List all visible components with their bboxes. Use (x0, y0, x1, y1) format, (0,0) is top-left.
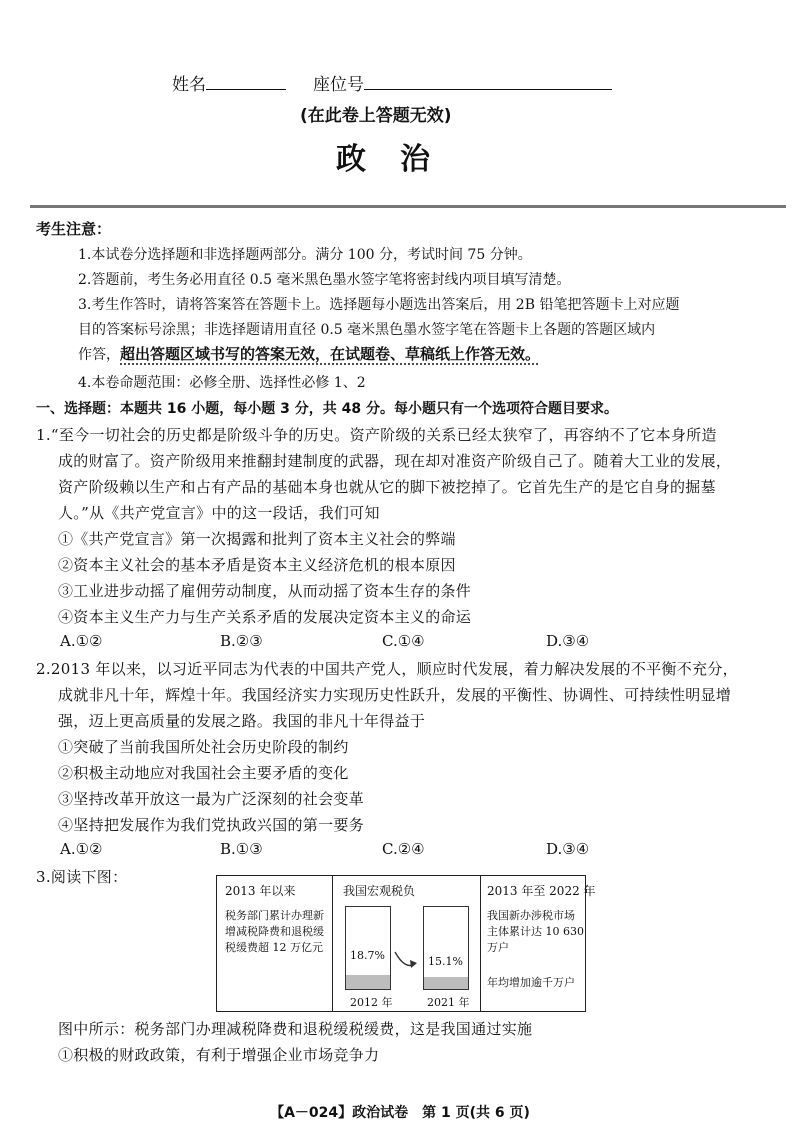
note-item-3-line-3 (78, 343, 540, 364)
figure-panel-3-text-2: 主体累计达 10 630 (487, 925, 584, 938)
q2-option-a[interactable]: A.①② (60, 840, 103, 858)
invalid-notice: (在此卷上答题无效) (300, 106, 452, 126)
seat-blank (364, 75, 612, 90)
q2-statement-1: ①突破了当前我国所处社会历史阶段的制约 (58, 738, 349, 756)
page-title: 政 治 (336, 142, 432, 177)
q1-option-b[interactable]: B.②③ (220, 632, 263, 650)
notes-title: 考生注意： (36, 220, 112, 238)
bar-2021-year: 2021 年 (427, 996, 470, 1009)
q1-line-3: 资产阶级赖以生产和占有产品的基础本身也就从它的脚下被挖掉了。它首先生产的是它自身的掘墓 (58, 478, 716, 496)
note-item-3-line-2: 目的答案标号涂黑；非选择题请用直径 0.5 毫米黑色墨水签字笔在答题卡上各题的答题区域内 (78, 322, 656, 338)
bar-2021 (423, 906, 469, 990)
header-divider (30, 205, 786, 208)
page-footer: 【A－024】政治试卷 第 1 页(共 6 页) (270, 1105, 530, 1121)
panel-divider-2 (480, 876, 481, 1011)
q1-line-1: 1.“至今一切社会的历史都是阶级斗争的历史。资产阶级的关系已经太狭窄了，再容纳不了它本身所造 (36, 426, 717, 444)
q1-line-2: 成的财富了。资产阶级用来推翻封建制度的武器，现在却对准资产阶级自己了。随着大工业的发展， (58, 452, 732, 470)
figure-panel-1-text-2: 增减税降费和退税缓 (225, 925, 324, 938)
q1-statement-4: ④资本主义生产力与生产关系矛盾的发展决定资本主义的命运 (58, 608, 472, 626)
q1-statement-2: ②资本主义社会的基本矛盾是资本主义经济危机的根本原因 (58, 556, 456, 574)
q2-statement-4: ④坚持把发展作为我们党执政兴国的第一要务 (58, 816, 365, 834)
note-item-2: 2.答题前，考生务必用直径 0.5 毫米黑色墨水签字笔将密封线内项目填写清楚。 (78, 272, 571, 288)
name-field (172, 70, 286, 95)
figure-panel-1-text-3: 税缓费超 12 万亿元 (225, 941, 323, 954)
q1-option-d[interactable]: D.③④ (546, 632, 590, 650)
section-heading: 一、选择题：本题共 16 小题，每小题 3 分，共 48 分。每小题只有一个选项符合题目要求。 (36, 401, 618, 417)
figure-panel-3-text-3: 万户 (487, 941, 509, 954)
q3-after-figure: 图中所示：税务部门办理减税降费和退税缓税缓费，这是我国通过实施 (58, 1020, 533, 1038)
q2-line-3: 强，迈上更高质量的发展之路。我国的非凡十年得益于 (58, 712, 426, 730)
note-item-4: 4.本卷命题范围：必修全册、选择性必修 1、2 (78, 375, 366, 391)
panel-divider-1 (332, 876, 333, 1011)
figure-panel-3-text-4: 年均增加逾千万户 (487, 976, 575, 989)
bar-2021-value: 15.1% (428, 955, 463, 968)
q3-line-1: 3.阅读下图： (36, 868, 128, 886)
note-item-3-emphasis: 超出答题区域书写的答案无效，在试题卷、草稿纸上作答无效。 (120, 345, 541, 363)
q1-statement-3: ③工业进步动摇了雇佣劳动制度，从而动摇了资本生存的条件 (58, 582, 472, 600)
bar-2012-value: 18.7% (350, 949, 385, 962)
figure-panel-1-text-1: 税务部门累计办理新 (225, 909, 324, 922)
figure-panel-2-title: 我国宏观税负 (343, 884, 416, 898)
q2-option-d[interactable]: D.③④ (546, 840, 590, 858)
q1-statement-1: ①《共产党宣言》第一次揭露和批判了资本主义社会的弊端 (58, 530, 456, 548)
q2-option-c[interactable]: C.②④ (382, 840, 425, 858)
figure-panel-3-title: 2013 年至 2022 年 (487, 884, 596, 898)
figure-panel-1-text (225, 908, 324, 956)
q2-statement-2: ②积极主动地应对我国社会主要矛盾的变化 (58, 764, 349, 782)
figure-panel-3-text-1: 我国新办涉税市场 (487, 909, 575, 922)
q1-option-c[interactable]: C.①④ (382, 632, 425, 650)
bar-2012-fill (346, 975, 390, 989)
bar-2021-fill (424, 977, 468, 989)
note-item-3-line-1: 3.考生作答时，请将答案答在答题卡上。选择题每小题选出答案后，用 2B 铅笔把答题卡上对应题 (78, 297, 680, 313)
seat-label: 座位号 (313, 75, 364, 95)
q2-line-2: 成就非凡十年，辉煌十年。我国经济实力实现历史性跃升，发展的平衡性、协调性、可持续性明显增 (58, 686, 732, 704)
q3-figure (216, 875, 596, 1012)
note-item-1: 1.本试卷分选择题和非选择题两部分。满分 100 分，考试时间 75 分钟。 (78, 247, 532, 263)
q1-option-a[interactable]: A.①② (60, 632, 103, 650)
q2-option-b[interactable]: B.①③ (220, 840, 263, 858)
name-label: 姓名 (172, 75, 206, 95)
note-item-3-prefix: 作答， (78, 347, 120, 363)
figure-panel-3-text (487, 908, 584, 956)
name-blank (206, 75, 286, 90)
q2-statement-3: ③坚持改革开放这一最为广泛深刻的社会变革 (58, 790, 365, 808)
figure-panel-1-title: 2013 年以来 (225, 884, 296, 898)
q2-line-1: 2.2013 年以来，以习近平同志为代表的中国共产党人，顺应时代发展，着力解决发展的不平衡不充分， (36, 660, 738, 678)
seat-field (313, 70, 612, 95)
bar-2012-year: 2012 年 (350, 996, 393, 1009)
q3-statement-1: ①积极的财政政策，有利于增强企业市场竞争力 (58, 1046, 380, 1064)
trend-arrow-icon (393, 946, 421, 976)
q1-line-4: 人。”从《共产党宣言》中的这一段话，我们可知 (58, 504, 380, 522)
bar-2012 (345, 906, 391, 990)
